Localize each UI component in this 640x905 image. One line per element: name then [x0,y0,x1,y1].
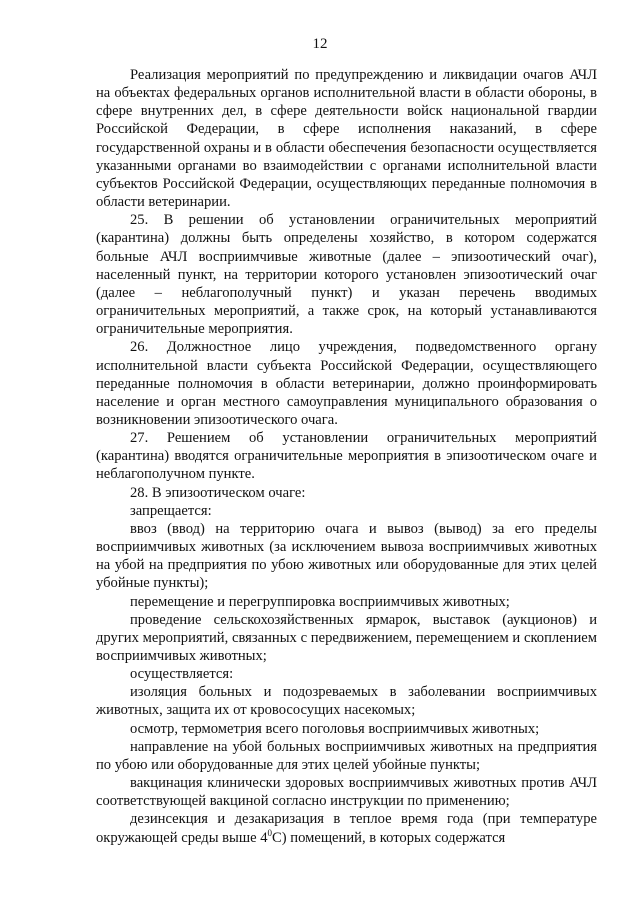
paragraph-28: 28. В эпизоотическом очаге: [130,484,306,501]
paragraph-prohibited: запрещается: [130,502,212,519]
paragraph-import-export: ввоз (ввод) на территорию очага и вывоз (вывод) за его пределы восприимчивых животных (за исключением вывоза восприимчивых животных на убой на предприятия по убою животных или оборудованные для этих целей убойные пункты); [96,520,597,592]
paragraph-vaccination: вакцинация клинически здоровых восприимчивых животных против АЧЛ соответствующей вакциной согласно инструкции по применению; [96,775,597,810]
paragraph-implementation: Реализация мероприятий по предупреждению и ликвидации очагов АЧЛ на объектах федеральных органов исполнительной власти в области обороны, в сфере внутренних дел, в сфере деятельности войск национальной гвардии Российской Федерации, в сфере исполнения наказаний, в сфере государственной охраны и в области обеспечения безопасности осуществляется указанными органами во взаимодействии с органами исполнительной власти субъектов Российской Федерации, осуществляющих переданные полномочия в области ветеринарии. [96,67,597,211]
paragraph-regrouping: перемещение и перегруппировка восприимчивых животных; [130,593,510,610]
paragraph-isolation: изоляция больных и подозреваемых в заболевании восприимчивых животных, защита их от кровососущих насекомых; [96,684,597,719]
document-body [96,66,597,847]
paragraph-inspection: осмотр, термометрия всего поголовья восприимчивых животных; [130,720,540,737]
paragraph-slaughter: направление на убой больных восприимчивых животных на предприятия по убою или оборудованные для этих целей убойные пункты; [96,738,597,773]
paragraph-disinsection [96,810,597,846]
paragraph-27: 27. Решением об установлении ограничительных мероприятий (карантина) вводятся ограничительные мероприятия в эпизоотическом очаге и неблагополучном пункте. [96,430,597,483]
paragraph-carried-out: осуществляется: [130,666,234,683]
disinsection-text-after: С) помещений, в которых содержатся [272,829,506,846]
temperature-superscript: 0 [267,827,273,838]
paragraph-25: 25. В решении об установлении ограничительных мероприятий (карантина) должны быть определены хозяйство, в котором содержатся больные АЧЛ восприимчивые животные (далее – эпизоотический очаг), населенный пункт, на территории которого установлен эпизоотический очаг (далее – неблагополучный пункт) и указан перечень вводимых ограничительных мероприятий, а также срок, на который устанавливаются ограничительные мероприятия. [96,212,597,338]
paragraph-fairs: проведение сельскохозяйственных ярмарок, выставок (аукционов) и других мероприятий, связанных с передвижением, перемещением и скоплением восприимчивых животных; [96,611,597,664]
page-number: 12 [312,36,328,52]
paragraph-26: 26. Должностное лицо учреждения, подведомственного органу исполнительной власти субъекта Российской Федерации, осуществляющего переданные полномочия в области ветеринарии, должно проинформировать население и орган местного самоуправления муниципального образования о возникновении эпизоотического очага. [96,339,597,428]
disinsection-text-before: дезинсекция и дезакаризация в теплое время года (при температуре окружающей среды выше 4 [96,811,597,846]
